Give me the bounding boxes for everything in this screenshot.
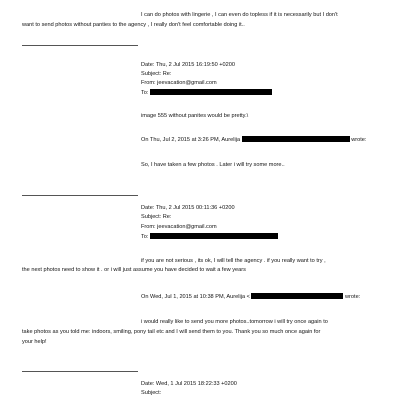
quoted-reply-line-3: your help! [22,339,47,345]
email-subject: Subject: Re: [141,214,172,220]
email-date: Date: Wed, 1 Jul 2015 18:22:33 +0200 [141,381,237,387]
quote-header-prefix: On Wed, Jul 1, 2015 at 10:38 PM, Aurelija < [141,294,250,300]
email-date: Date: Thu, 2 Jul 2015 00:11:36 +0200 [141,205,235,211]
quote-header-prefix: On Thu, Jul 2, 2015 at 3:26 PM, Aurelija [141,137,241,143]
email-date: Date: Thu, 2 Jul 2015 16:19:50 +0200 [141,62,235,68]
email-body: image 555 without panites would be pretty.\ [141,113,249,119]
redaction-box [150,233,278,239]
email-from: From: jeevacation@gmail.com [141,80,217,86]
redaction-box [242,136,350,142]
top-text-line-2: want to send photos without panties to the agency , I really don't feel comfortable doing it.. [22,22,245,28]
redaction-box [251,293,343,299]
email-from: From: jeevacation@gmail.com [141,224,217,230]
email-body-line-2: the next photos need to show it . or i will just assume you have decided to wait a few years [22,267,246,273]
email-to [141,89,272,97]
email-to-label: To: [141,234,149,240]
email-body-line-1: if you are not serious , its ok, I will tell the agency . if you really want to try , [141,258,326,264]
email-subject: Subject: [141,390,162,396]
quoted-reply: So, I have taken a few photos . Later i will try some more.. [141,162,285,168]
separator-rule [22,195,138,196]
quoted-reply-line-1: i would really like to send you more photos..tomorrow i will try once again to [141,319,328,325]
email-to-label: To: [141,90,149,96]
quoted-reply-line-2: take photos as you told me: indoors, smiling, pony tail etc and I will send them to you. Thank you so much once again for [22,329,321,335]
email-subject: Subject: Re: [141,71,172,77]
top-text-line-1: I can do photos with lingerie , I can even do topless if it is necessarily but I don't [141,12,338,18]
separator-rule [22,45,138,46]
email-to [141,233,278,241]
quote-header [141,293,360,301]
redaction-box [150,89,272,95]
quote-header [141,136,366,144]
quote-header-suffix: wrote: [345,294,361,300]
quote-header-suffix: wrote: [351,137,367,143]
separator-rule [22,371,138,372]
